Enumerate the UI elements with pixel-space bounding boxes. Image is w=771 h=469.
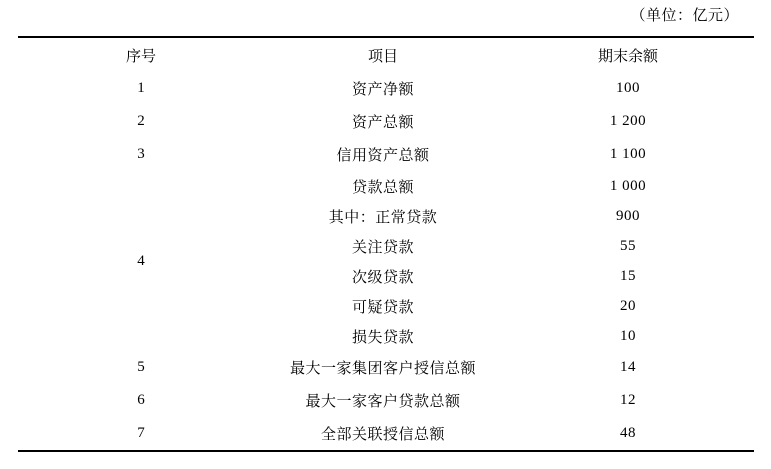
row-amount: 100 — [616, 80, 640, 96]
row-item: 损失贷款 — [351, 329, 414, 346]
table-row — [18, 105, 754, 138]
table-row — [18, 417, 754, 451]
row-no: 6 — [137, 392, 145, 408]
row-item: 次级贷款 — [351, 269, 414, 286]
row-no: 1 — [137, 80, 145, 96]
row-item: 资产总额 — [351, 115, 414, 131]
row-amount: 1 100 — [609, 146, 647, 162]
table-row — [18, 72, 754, 105]
unit-note: （单位：亿元） — [630, 8, 739, 24]
row-item: 信用资产总额 — [336, 148, 430, 164]
row-amount: 900 — [616, 207, 640, 224]
row-amount: 1 200 — [609, 113, 647, 129]
row-item: 可疑贷款 — [351, 299, 414, 316]
row-no: 2 — [137, 113, 145, 129]
row-amount: 15 — [620, 267, 636, 284]
table-row — [18, 171, 754, 201]
row-item: 资产净额 — [351, 82, 414, 98]
row-item: 其中：正常贷款 — [328, 209, 438, 226]
row-no: 4 — [137, 252, 145, 269]
row-no: 3 — [137, 146, 145, 162]
table-row — [18, 384, 754, 417]
row-item: 贷款总额 — [351, 179, 414, 196]
row-amount: 1 000 — [609, 177, 647, 194]
row-item: 最大一家客户贷款总额 — [305, 394, 461, 410]
row-no: 7 — [137, 425, 145, 441]
column-header-no: 序号 — [125, 48, 156, 65]
financial-table — [18, 36, 754, 452]
row-item: 最大一家集团客户授信总额 — [289, 361, 476, 377]
table-row — [18, 138, 754, 171]
row-no: 5 — [137, 359, 145, 375]
row-amount: 10 — [620, 327, 636, 344]
row-amount: 12 — [620, 392, 636, 408]
column-header-amount: 期末余额 — [597, 48, 658, 65]
table-header-row — [18, 37, 754, 72]
row-item: 关注贷款 — [351, 239, 414, 256]
row-amount: 20 — [620, 297, 636, 314]
financial-table-container — [18, 36, 754, 452]
table-row — [18, 351, 754, 384]
row-item: 全部关联授信总额 — [320, 427, 445, 443]
column-header-item: 项目 — [367, 48, 398, 65]
row-amount: 14 — [620, 359, 636, 375]
row-amount: 55 — [620, 237, 636, 254]
row-amount: 48 — [620, 425, 636, 441]
